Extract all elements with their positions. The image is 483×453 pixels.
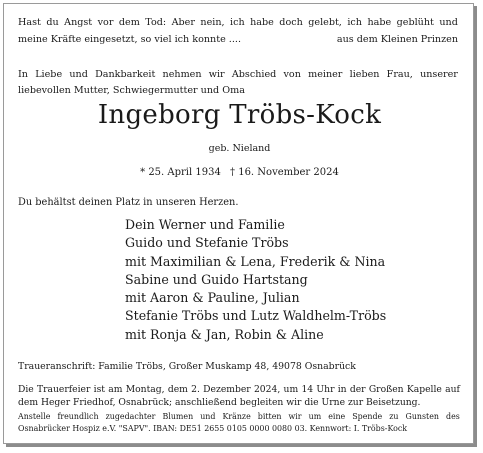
word: nein, [200,17,225,28]
word: von [283,69,301,80]
word: Spende [352,412,383,421]
word: vor [97,17,114,28]
life-dates [4,167,475,178]
word: wir [208,69,225,80]
word: des [446,412,460,421]
intro-line-1 [18,67,458,83]
word: um [308,412,322,421]
word: du [46,17,59,28]
word: unserer [420,69,458,80]
family-line: Guido und Stefanie Tröbs [125,235,289,251]
word: eine [328,412,346,421]
word: Großen [368,384,404,395]
word: ich [347,17,362,28]
word: meiner [308,69,343,80]
mourning-address: Traueranschrift: Familie Tröbs, Großer Muskamp 48, 49078 Osnabrück [18,361,356,372]
word: ist [93,384,105,395]
intro-block [18,67,458,99]
word: auf [445,384,460,395]
birth-name: geb. Nieland [208,143,271,154]
word: Kränze [222,412,251,421]
donation-line-1 [18,411,460,423]
word: bitten [257,412,282,421]
word: und [439,17,458,28]
word: Montag, [125,384,165,395]
quote-line-2 [18,31,458,48]
word: habe [250,17,274,28]
quote-text: meine Kräfte eingesetzt, so viel ich konnte .... [18,34,241,45]
deceased-name: Ingeborg Tröbs-Kock [97,100,382,130]
word: der [349,384,366,395]
family-line: mit Maximilian & Lena, Frederik & Nina [125,253,386,269]
word: Trauerfeier [37,384,91,395]
word: Dankbarkeit [95,69,156,80]
word: Blumen [162,412,194,421]
word: geblüht [396,17,434,28]
word: dem [118,17,140,28]
donation-line-2: Osnabrücker Hospiz e.V. "SAPV". IBAN: DE51 2655 0105 0000 0080 03. Kennwort: I. Tröbs-Kock [18,424,408,433]
word: Anstelle [18,412,51,421]
word: und [200,412,216,421]
donation-info [18,411,460,435]
word: dem [167,384,188,395]
word: Abschied [231,69,277,80]
word: ich [230,17,245,28]
ceremony-line-1 [18,384,460,397]
ceremony-line-2: dem Heger Friedhof, Osnabrück; anschließend begleiten wir die Urne zur Beisetzung. [18,396,421,408]
word: zu [389,412,399,421]
family-line: Sabine und Guido Hartstang [125,271,308,287]
word: 14 [301,384,314,395]
word: Angst [64,17,93,28]
family-list [125,216,386,344]
word: In [18,69,28,80]
word: Kapelle [406,384,442,395]
ceremony-info [18,384,460,409]
heart-line: Du behältst deinen Platz in unseren Herzen. [18,197,239,208]
word: Aber [171,17,195,28]
word: doch [279,17,303,28]
intro-line-2: liebevollen Mutter, Schwiegermutter und Oma [18,85,245,96]
word: am [108,384,123,395]
word: zugedachter [105,412,156,421]
word: und [69,69,88,80]
word: wir [288,412,302,421]
word: Uhr [316,384,335,395]
family-line: mit Aaron & Pauline, Julian [125,290,300,306]
family-line: Stefanie Tröbs und Lutz Waldhelm-Tröbs [125,308,387,324]
word: Frau, [386,69,413,80]
word: in [337,384,347,395]
death-date: † 16. November 2024 [230,167,339,178]
word: Gunsten [405,412,439,421]
quote-source: aus dem Kleinen Prinzen [336,34,458,45]
quote-block [18,14,458,48]
word: Dezember [203,384,251,395]
word: 2. [191,384,200,395]
word: freundlich [57,412,99,421]
word: Tod: [145,17,167,28]
word: Die [18,384,34,395]
word: habe [367,17,392,28]
word: Liebe [35,69,63,80]
word: um [283,384,299,395]
family-line: mit Ronja & Jan, Robin & Aline [125,326,324,342]
family-line: Dein Werner und Familie [125,217,285,232]
word: nehmen [162,69,202,80]
quote-line-1 [18,14,458,31]
word: lieben [349,69,380,80]
obituary-notice [3,3,474,444]
birth-date: * 25. April 1934 [140,167,221,178]
word: Hast [18,17,41,28]
word: 2024, [253,384,281,395]
word: gelebt, [308,17,342,28]
